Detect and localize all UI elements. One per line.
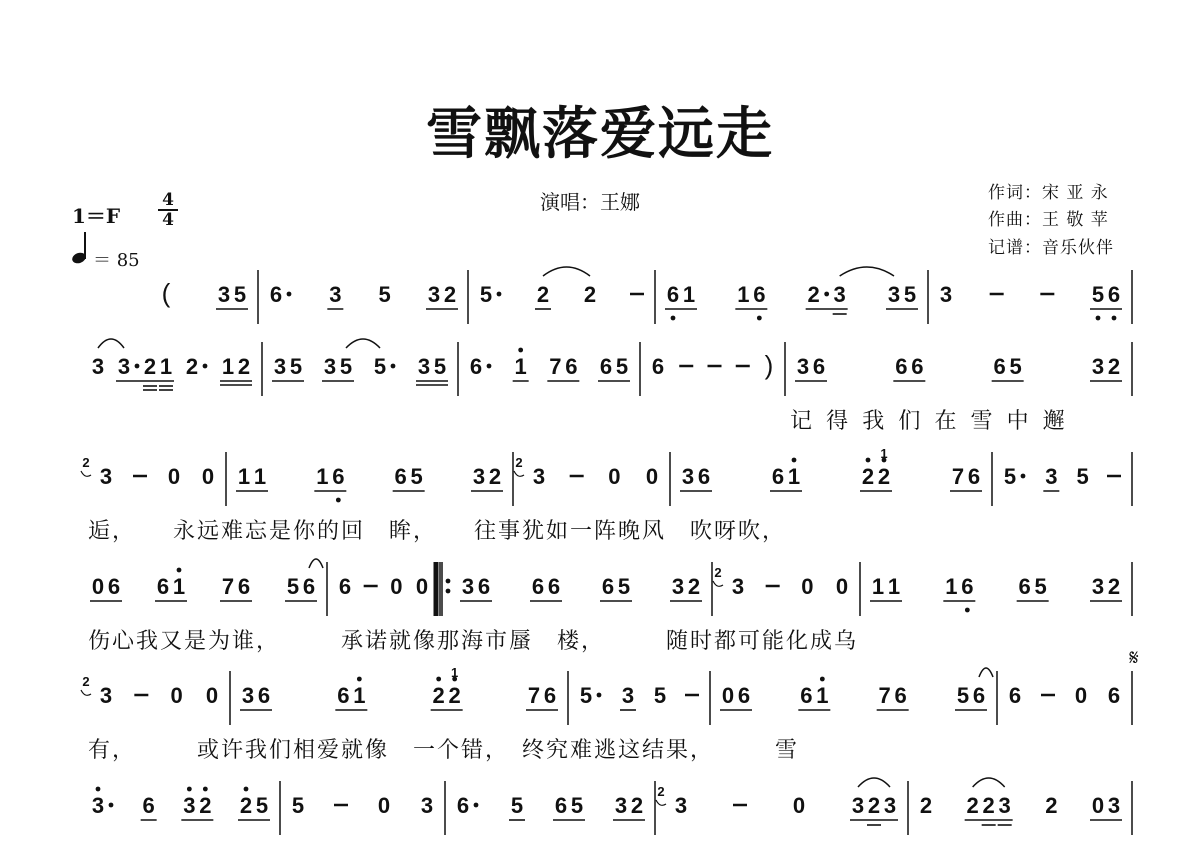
augmentation-dot (391, 364, 396, 369)
note: 2 (1107, 354, 1121, 379)
note: 3 (731, 574, 745, 599)
note: 6 (1107, 683, 1121, 708)
note: 0 (390, 574, 403, 599)
low-octave-dot (1112, 316, 1117, 321)
note: 5 (410, 464, 423, 489)
slur (98, 339, 124, 348)
note: 5 (255, 793, 269, 818)
note: 2 (237, 354, 251, 379)
augmentation-dot (135, 364, 140, 369)
note: 6 (257, 683, 271, 708)
note: 7 (221, 574, 235, 599)
note: 7 (527, 683, 541, 708)
high-octave-dot (792, 458, 797, 463)
note: 5 (510, 793, 524, 818)
note: 6 (394, 464, 407, 489)
note: 6 (599, 354, 613, 379)
note: 3 (420, 793, 434, 818)
note: 0 (835, 574, 849, 599)
note: 6 (961, 574, 974, 599)
note: 2 (536, 282, 550, 307)
note: 3 (883, 793, 897, 818)
high-octave-dot (177, 568, 182, 573)
slur (309, 559, 323, 568)
low-octave-dot (965, 608, 970, 613)
note: 3 (1045, 464, 1058, 489)
note: 5 (956, 683, 970, 708)
note: 3 (273, 354, 287, 379)
grace-note: 2 (714, 565, 722, 580)
grace-note: 2 (657, 784, 665, 799)
note: 2 (443, 282, 457, 307)
note: 6 (469, 354, 483, 379)
note: 6 (601, 574, 615, 599)
note: 1 (353, 683, 366, 708)
note: 3 (183, 793, 196, 818)
grace-note: 2 (515, 455, 523, 470)
note: 0 (201, 464, 215, 489)
note: 3 (621, 683, 635, 708)
note: 5 (286, 574, 300, 599)
note: 5 (617, 574, 631, 599)
note: 1 (316, 464, 329, 489)
note: 2 (630, 793, 644, 818)
note: 5 (339, 354, 353, 379)
note: 5 (653, 683, 667, 708)
low-octave-dot (336, 498, 341, 503)
time-signature-numerator: 4 (158, 191, 178, 211)
note: 2 (861, 464, 875, 489)
note: 5 (378, 282, 391, 307)
low-octave-dot (1096, 316, 1101, 321)
note: 3 (1091, 354, 1105, 379)
slur (979, 668, 993, 677)
note: 2 (199, 793, 212, 818)
note: 2 (143, 354, 157, 379)
note: 6 (911, 354, 924, 379)
note: 3 (887, 282, 901, 307)
segno-icon: 𝄋 (1129, 645, 1139, 670)
note: 6 (107, 574, 121, 599)
note: 2 (982, 793, 995, 818)
slur (346, 339, 380, 348)
note: 5 (903, 282, 917, 307)
note: 6 (337, 683, 350, 708)
note: 2 (239, 793, 253, 818)
note: 1 (816, 683, 829, 708)
augmentation-dot (109, 803, 114, 808)
grace-note: 2 (82, 455, 90, 470)
note: 3 (91, 793, 105, 818)
note: 3 (796, 354, 810, 379)
note: 3 (217, 282, 231, 307)
note: 1 (682, 282, 696, 307)
note: 6 (156, 574, 170, 599)
note: 6 (1107, 282, 1121, 307)
grace-slur (81, 690, 91, 695)
grace-note: 2 (82, 674, 90, 689)
note: 6 (895, 354, 908, 379)
note: 3 (323, 354, 337, 379)
high-octave-dot (436, 677, 441, 682)
note: 6 (651, 354, 665, 379)
note: 3 (472, 464, 486, 489)
note: 3 (939, 282, 953, 307)
note: 2 (687, 574, 701, 599)
high-octave-dot (518, 348, 523, 353)
composer-credit: 作曲：王 敬 苹 (988, 210, 1109, 230)
note: 7 (549, 354, 562, 379)
grace-slur (81, 471, 91, 476)
note: 5 (479, 282, 493, 307)
note: 5 (570, 793, 584, 818)
note: 0 (608, 464, 621, 489)
note: 6 (531, 574, 545, 599)
note: 3 (427, 282, 441, 307)
note: 2 (488, 464, 502, 489)
note: 5 (433, 354, 447, 379)
note: 6 (302, 574, 316, 599)
augmentation-dot (1021, 474, 1026, 479)
note: 6 (547, 574, 561, 599)
slur (858, 778, 890, 787)
note: 0 (1091, 793, 1105, 818)
note: 6 (565, 354, 578, 379)
note: 1 (221, 354, 235, 379)
tempo-marking: ＝ 85 (93, 250, 140, 271)
transcriber-credit: 记谱：音乐伙伴 (988, 238, 1114, 258)
lyrics-line: 逅， 永远难忘是你的回 眸， 往事犹如一阵晚风 吹呀吹， (88, 518, 787, 543)
note: 5 (373, 354, 387, 379)
high-octave-dot (866, 458, 871, 463)
high-octave-dot (96, 787, 101, 792)
slur (840, 267, 894, 276)
note: 3 (91, 354, 105, 379)
high-octave-dot (357, 677, 362, 682)
note: 0 (167, 464, 181, 489)
note: 3 (998, 793, 1011, 818)
note: 1 (871, 574, 885, 599)
note: 2 (1045, 793, 1058, 818)
grace-note: 1 (880, 446, 888, 461)
note: 5 (1009, 354, 1022, 379)
note: 3 (1107, 793, 1121, 818)
note: 6 (338, 574, 352, 599)
note: 6 (993, 354, 1006, 379)
note: 3 (674, 793, 688, 818)
high-octave-dot (203, 787, 208, 792)
note: 6 (666, 282, 680, 307)
note: 3 (833, 282, 846, 307)
note: 6 (771, 464, 785, 489)
note: 6 (456, 793, 470, 818)
slur (973, 778, 1005, 787)
note: 3 (671, 574, 685, 599)
note: 0 (1074, 683, 1088, 708)
low-octave-dot (671, 316, 676, 321)
note: 1 (253, 464, 267, 489)
key-signature: 1＝F (72, 204, 121, 228)
note: 6 (967, 464, 981, 489)
note: 2 (432, 683, 445, 708)
note: 2 (1107, 574, 1121, 599)
note: 1 (237, 464, 251, 489)
note: 5 (615, 354, 629, 379)
song-title: 雪飘落爱远走 (426, 101, 774, 167)
note: 5 (579, 683, 593, 708)
note: 1 (887, 574, 901, 599)
note: 0 (170, 683, 183, 708)
time-signature-denominator: 4 (162, 210, 174, 230)
note: 3 (851, 793, 865, 818)
note: 5 (291, 793, 305, 818)
note: 5 (1076, 464, 1089, 489)
high-octave-dot (187, 787, 192, 792)
note: 2 (807, 282, 820, 307)
note: 0 (801, 574, 814, 599)
note: 6 (1008, 683, 1022, 708)
note: 6 (237, 574, 251, 599)
bracket: ( (161, 278, 171, 308)
note: 0 (721, 683, 735, 708)
note: 3 (614, 793, 628, 818)
note: 3 (99, 683, 113, 708)
note: 7 (878, 683, 891, 708)
repeat-dot (446, 579, 451, 584)
note: 3 (117, 354, 131, 379)
note: 6 (269, 282, 283, 307)
note: 5 (1003, 464, 1017, 489)
note: 3 (532, 464, 546, 489)
note: 6 (543, 683, 557, 708)
augmentation-dot (487, 364, 492, 369)
note: 3 (417, 354, 431, 379)
augmentation-dot (824, 292, 829, 297)
note: 2 (877, 464, 891, 489)
augmentation-dot (287, 292, 292, 297)
augmentation-dot (203, 364, 208, 369)
note: 6 (332, 464, 345, 489)
augmentation-dot (497, 292, 502, 297)
note: 3 (241, 683, 255, 708)
note: 6 (554, 793, 568, 818)
note: 6 (753, 282, 766, 307)
note: 5 (289, 354, 303, 379)
note: 1 (945, 574, 958, 599)
note: 6 (142, 793, 155, 818)
note: 1 (787, 464, 801, 489)
note: 1 (737, 282, 750, 307)
note: 1 (172, 574, 186, 599)
note: 0 (645, 464, 659, 489)
note: 6 (477, 574, 491, 599)
note: 5 (233, 282, 247, 307)
bracket: ) (764, 350, 774, 380)
note: 3 (461, 574, 475, 599)
note: 2 (919, 793, 933, 818)
note: 0 (91, 574, 105, 599)
note: 2 (966, 793, 979, 818)
note: 3 (681, 464, 695, 489)
low-octave-dot (757, 316, 762, 321)
note: 2 (867, 793, 881, 818)
grace-slur (713, 581, 723, 586)
note: 6 (972, 683, 986, 708)
lyrics-line: 有， 或许我们相爱就像 一个错， 终究难逃这结果， 雪 (88, 737, 800, 762)
note: 6 (1018, 574, 1031, 599)
note: 5 (1091, 282, 1105, 307)
lyricist-credit: 作词：宋 亚 永 (988, 183, 1109, 203)
note: 0 (415, 574, 429, 599)
note: 0 (792, 793, 806, 818)
slur (543, 267, 590, 276)
note: 2 (448, 683, 461, 708)
note: 1 (514, 354, 527, 379)
note: 3 (329, 282, 342, 307)
lyrics-line: 伤心我又是为谁， 承诺就像那海市蜃 楼， 随时都可能化成乌 (88, 628, 859, 653)
high-octave-dot (820, 677, 825, 682)
note: 6 (812, 354, 826, 379)
note: 0 (205, 683, 219, 708)
note: 0 (377, 793, 391, 818)
note: 2 (583, 282, 597, 307)
grace-note: 1 (451, 665, 459, 680)
note: 5 (1034, 574, 1047, 599)
note: 6 (737, 683, 751, 708)
note: 7 (951, 464, 965, 489)
singer-credit: 演唱：王娜 (540, 190, 640, 214)
note: 6 (697, 464, 711, 489)
note: 2 (185, 354, 199, 379)
lyrics-line: 记 得 我 们 在 雪 中 邂 (790, 408, 1069, 433)
note: 6 (800, 683, 813, 708)
note: 3 (1091, 574, 1105, 599)
grace-slur (656, 800, 666, 805)
grace-slur (514, 471, 524, 476)
note: 6 (894, 683, 907, 708)
high-octave-dot (244, 787, 249, 792)
note: 3 (99, 464, 113, 489)
augmentation-dot (597, 693, 602, 698)
augmentation-dot (474, 803, 479, 808)
repeat-dot (446, 589, 451, 594)
note: 1 (159, 354, 173, 379)
